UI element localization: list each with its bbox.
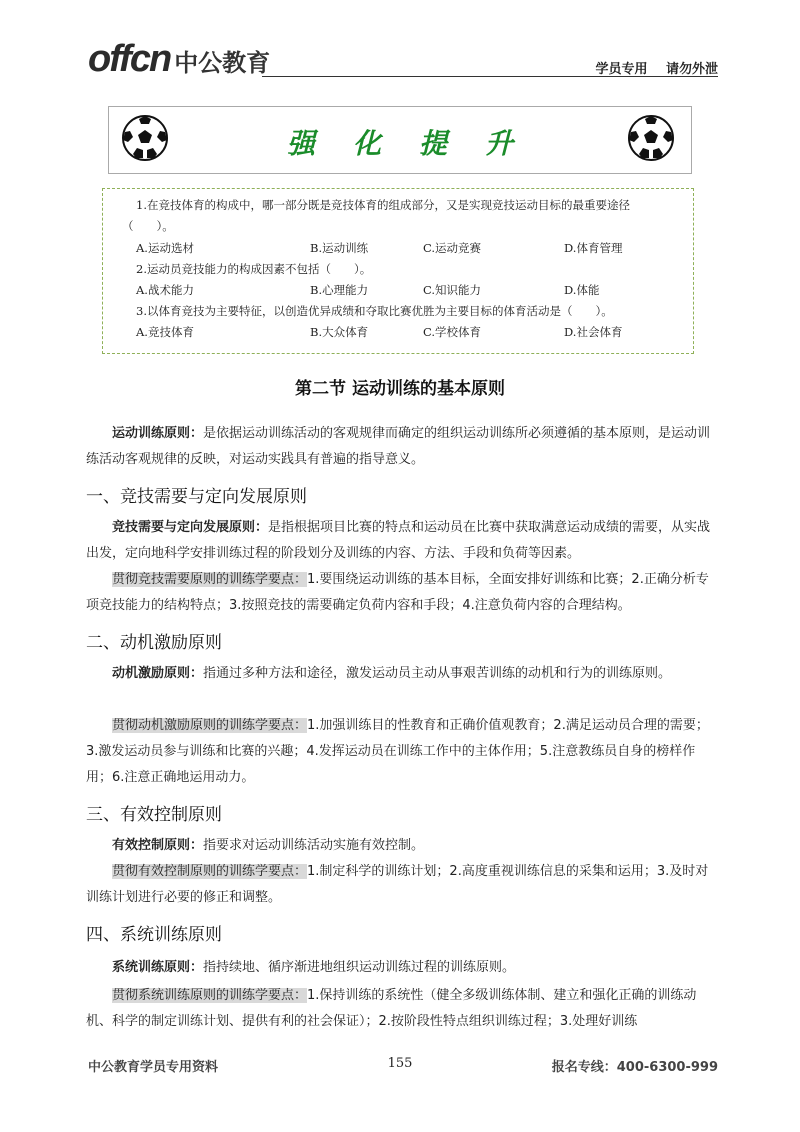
principle-3-term: 有效控制原则： — [112, 838, 204, 853]
principle-1-term: 竞技需要与定向发展原则： — [112, 520, 269, 535]
question-3-option-c: C.学校体育 — [423, 325, 482, 339]
principle-3-definition — [86, 833, 718, 859]
heading-principle-2: 二、动机激励原则 — [86, 633, 222, 653]
intro-text: 是依据运动训练活动的客观规律而确定的组织运动训练所必须遵循的基本原则，是运动训练活动客观规律的反映，对运动实践具有普遍的指导意义。 — [86, 426, 711, 467]
principle-4-term: 系统训练原则： — [112, 960, 204, 975]
brand-logo — [88, 38, 270, 78]
question-2-option-d: D.体能 — [564, 283, 600, 297]
principle-1-key-text: 1.要围绕运动训练的基本目标，全面安排好训练和比赛；2.正确分析专项竞技能力的结构特点；3.按照竞技的需要确定负荷内容和手段；4.注意负荷内容的合理结构。 — [86, 572, 709, 613]
footer-hotline: 报名专线：400-6300-999 — [551, 1060, 718, 1075]
principle-4-key-text: 1.保持训练的系统性（健全多级训练体制、建立和强化正确的训练动机、科学的制定训练计划、提供有利的社会保证）；2.按阶段性特点组织训练过程；3.处理好训练 — [86, 988, 697, 1029]
question-3-option-a: A.竞技体育 — [136, 325, 194, 339]
question-3-stem: 3.以体育竞技为主要特征，以创造优异成绩和夺取比赛优胜为主要目标的体育活动是（ ）。 — [136, 304, 613, 318]
banner-title: 强化提升 — [286, 127, 551, 160]
principle-1-definition — [86, 515, 718, 567]
principle-2-key-label: 贯彻动机激励原则的训练学要点： — [112, 718, 308, 733]
footer-left-text: 中公教育学员专用资料 — [88, 1060, 219, 1075]
header-tags — [581, 58, 718, 77]
principle-4-key-label: 贯彻系统训练原则的训练学要点： — [112, 988, 308, 1003]
principle-4-definition — [86, 955, 718, 981]
question-2-option-b: B.心理能力 — [310, 283, 369, 297]
principle-2-def: 指通过多种方法和途径，激发运动员主动从事艰苦训练的动机和行为的训练原则。 — [203, 666, 672, 681]
section-title: 第二节 运动训练的基本原则 — [295, 379, 505, 399]
question-1-stem: 1.在竞技体育的构成中，哪一部分既是竞技体育的组成部分，又是实现竞技运动目标的最重要途径 — [136, 198, 630, 212]
question-1-option-b: B.运动训练 — [310, 241, 369, 255]
heading-principle-4: 四、系统训练原则 — [86, 925, 222, 945]
principle-4-def: 指持续地、循序渐进地组织运动训练过程的训练原则。 — [203, 960, 516, 975]
principle-2-definition — [86, 661, 718, 687]
question-1-option-c: C.运动竞赛 — [423, 241, 482, 255]
header-tag-confidential: 请勿外泄 — [665, 62, 718, 77]
intro-term: 运动训练原则： — [112, 426, 204, 441]
principle-3-key-text: 1.制定科学的训练计划；2.高度重视训练信息的采集和运用；3.及时对训练计划进行必要的修正和调整。 — [86, 864, 709, 905]
principle-1-def: 是指根据项目比赛的特点和运动员在比赛中获取满意运动成绩的需要，从实战出发，定向地科学安排训练过程的阶段划分及训练的内容、方法、手段和负荷等因素。 — [86, 520, 711, 561]
question-3-option-b: B.大众体育 — [310, 325, 369, 339]
question-2-option-a: A.战术能力 — [136, 283, 194, 297]
principle-3-key-label: 贯彻有效控制原则的训练学要点： — [112, 864, 308, 879]
principle-1-key-label: 贯彻竞技需要原则的训练学要点： — [112, 572, 308, 587]
intro-paragraph — [86, 421, 718, 473]
question-1-stem-cont: （ ）。 — [122, 219, 174, 233]
question-1-option-a: A.运动选材 — [136, 241, 194, 255]
question-1-option-d: D.体育管理 — [564, 241, 623, 255]
heading-principle-1: 一、竞技需要与定向发展原则 — [86, 487, 307, 507]
question-2-option-c: C.知识能力 — [423, 283, 482, 297]
principle-2-keypoints — [86, 713, 718, 791]
header-tag-students: 学员专用 — [595, 62, 648, 77]
page-number: 155 — [387, 1056, 413, 1071]
logo-wordmark: offcn — [88, 38, 171, 80]
logo-chinese: 中公教育 — [174, 49, 271, 77]
principle-1-keypoints — [86, 567, 718, 619]
principle-3-def: 指要求对运动训练活动实施有效控制。 — [203, 838, 425, 853]
principle-2-term: 动机激励原则： — [112, 666, 204, 681]
principle-3-keypoints — [86, 859, 718, 911]
principle-4-keypoints — [86, 983, 718, 1035]
heading-principle-3: 三、有效控制原则 — [86, 805, 222, 825]
principle-2-key-text: 1.加强训练目的性教育和正确价值观教育；2.满足运动员合理的需要；3.激发运动员参与训练和比赛的兴趣；4.发挥运动员在训练工作中的主体作用；5.注意教练员自身的榜样作用；6.注意正确地运用动力。 — [86, 718, 709, 785]
question-3-option-d: D.社会体育 — [564, 325, 623, 339]
question-2-stem: 2.运动员竞技能力的构成因素不包括（ ）。 — [136, 262, 372, 276]
